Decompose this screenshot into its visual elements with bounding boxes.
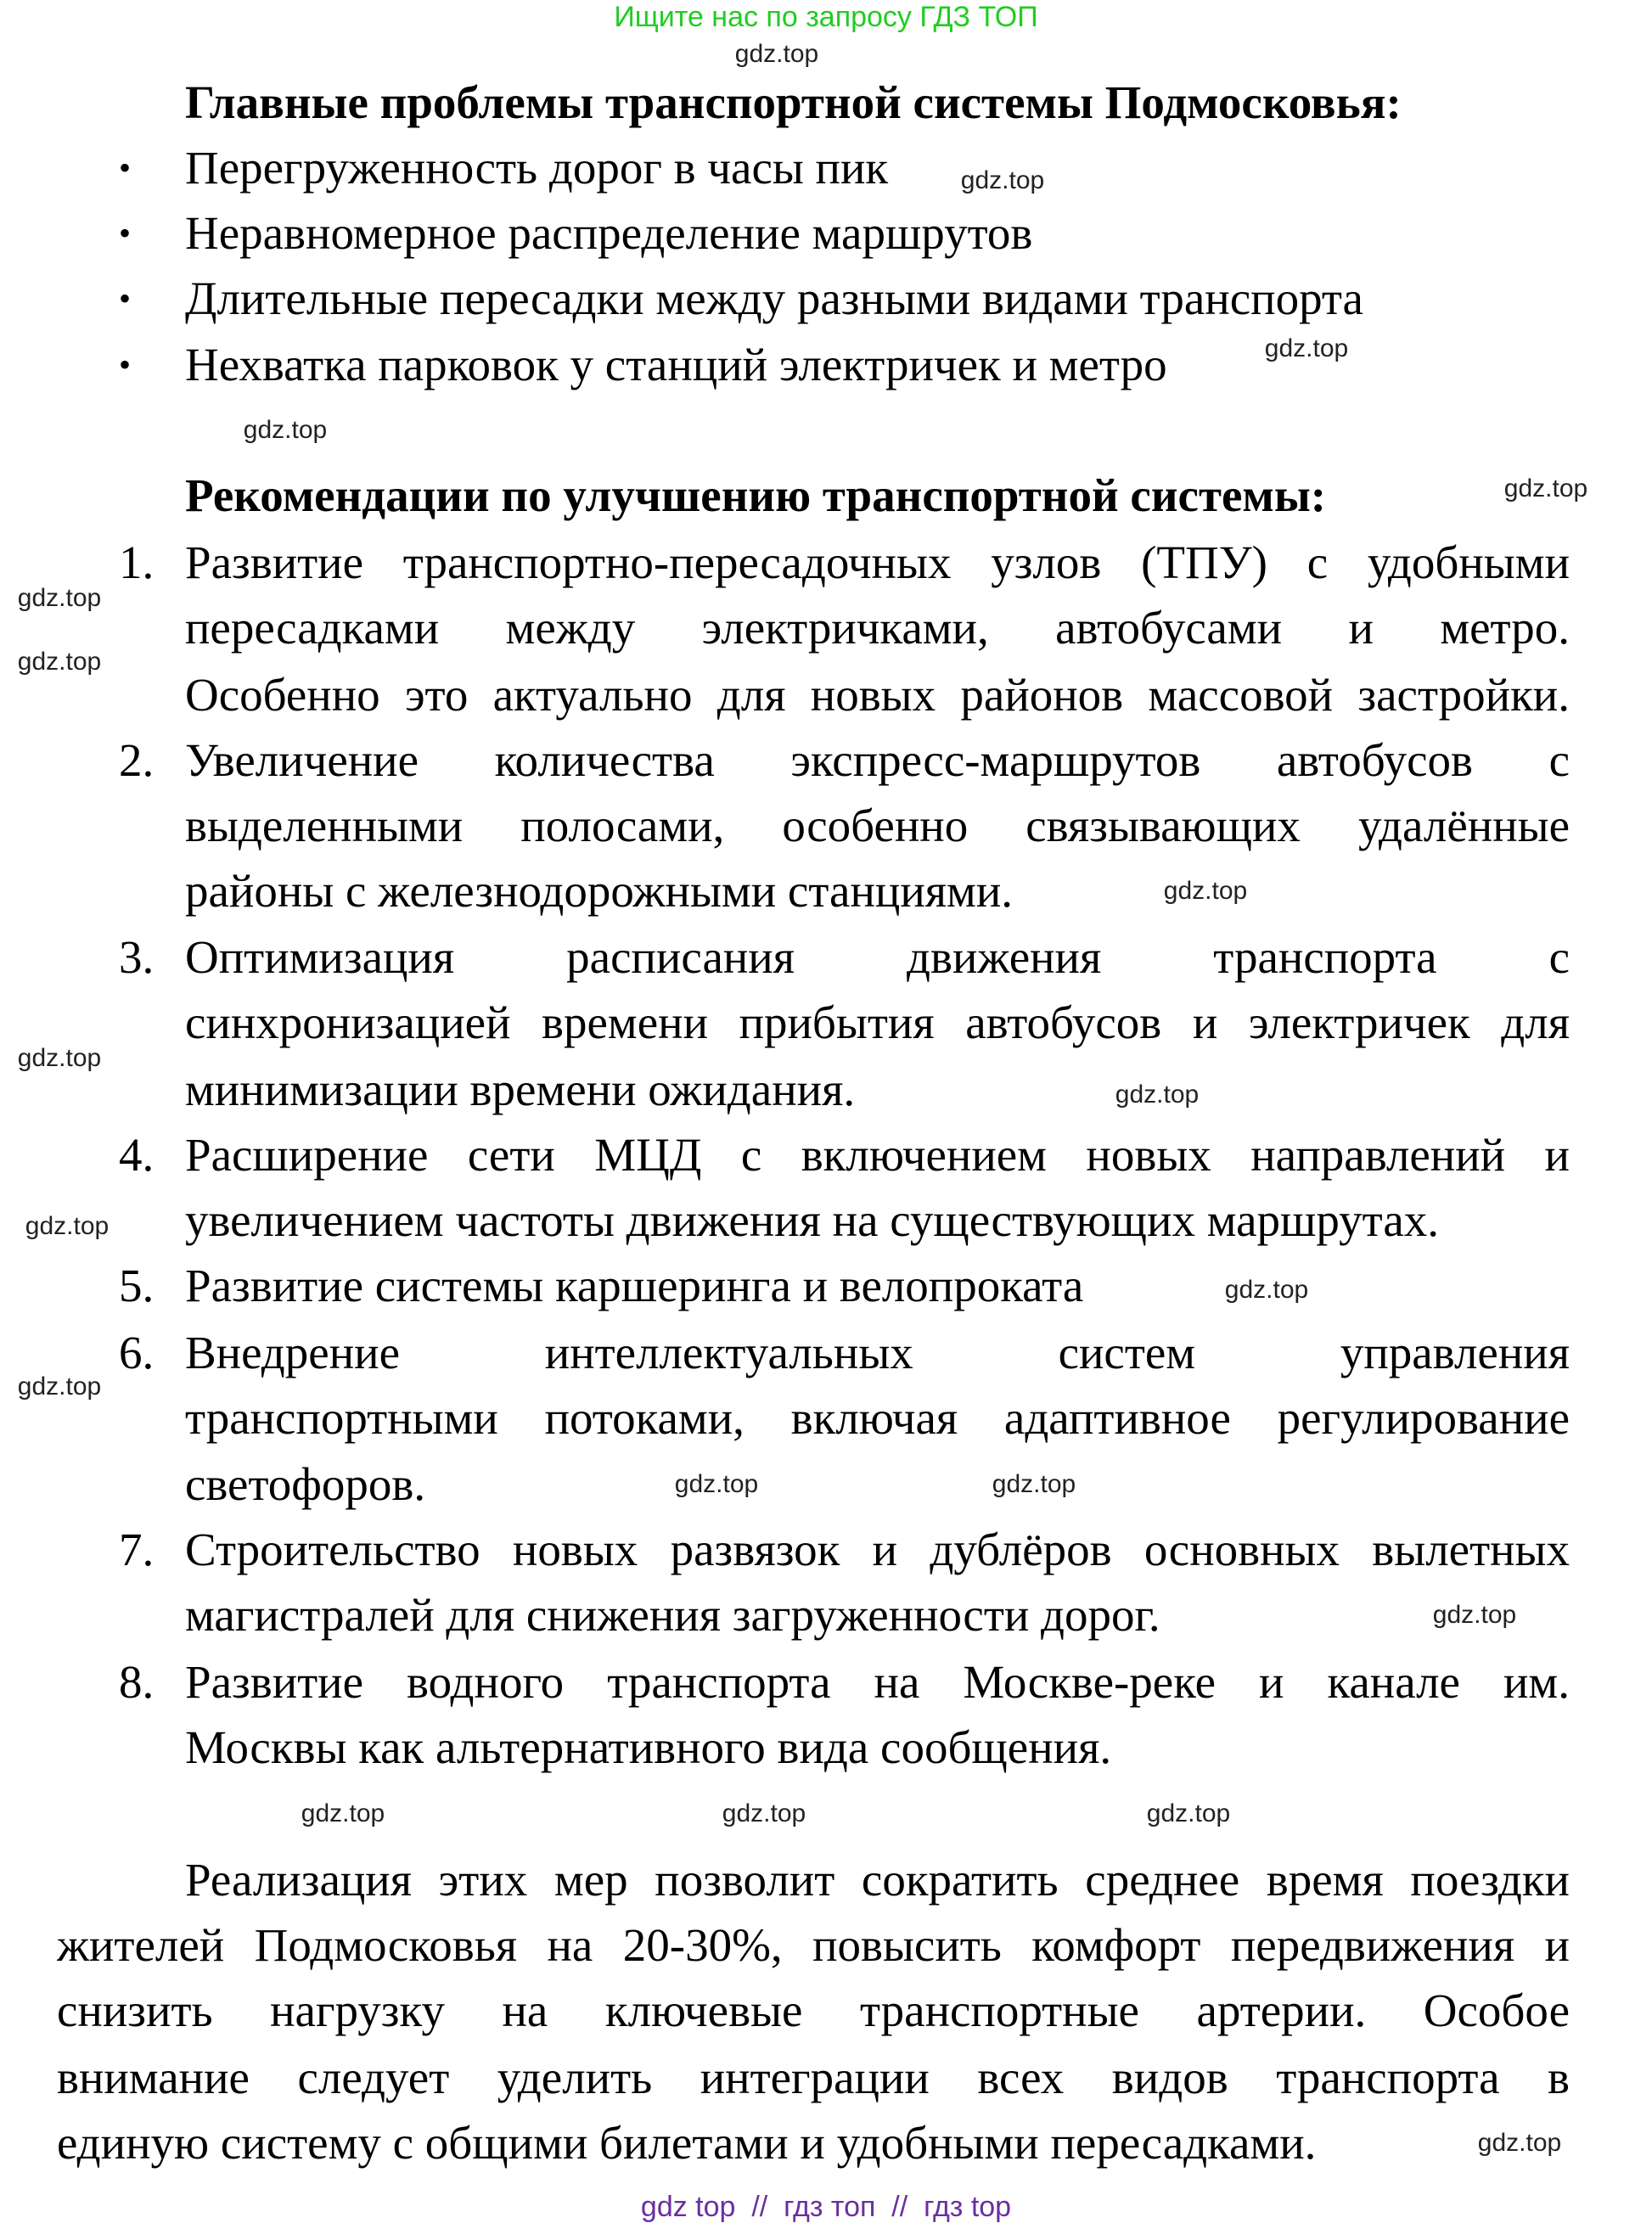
watermark: gdz.top: [674, 1470, 759, 1498]
watermark: gdz.top: [1146, 1799, 1231, 1827]
recommendation-line: Развитие водного транспорта на Москве-реке и канале им.: [185, 1657, 1570, 1708]
watermark: gdz.top: [17, 1044, 102, 1072]
recommendation-line: Оптимизация расписания движения транспорта с: [185, 932, 1570, 983]
conclusion-line: снизить нагрузку на ключевые транспортные артерии. Особое: [57, 1985, 1570, 2036]
watermark: gdz.top: [960, 166, 1045, 194]
recommendation-line: Москвы как альтернативного вида сообщения.: [185, 1721, 1112, 1773]
watermark: gdz.top: [1115, 1081, 1200, 1109]
recommendation-line: минимизации времени ожидания.: [185, 1064, 856, 1115]
problems-title: Главные проблемы транспортной системы Подмосковья:: [185, 76, 1402, 128]
recommendation-line: районы с железнодорожными станциями.: [185, 865, 1014, 917]
recommendation-line: выделенными полосами, особенно связывающих удалённые: [185, 800, 1570, 851]
recommendation-line: Развитие транспортно-пересадочных узлов (ТПУ) с удобными: [185, 537, 1570, 588]
recommendation-line: Внедрение интеллектуальных систем управления: [185, 1328, 1570, 1378]
footer-links: gdz top // гдз топ // гдз top: [640, 2191, 1012, 2223]
recommendation-line: транспортными потоками, включая адаптивное регулирование: [185, 1393, 1570, 1444]
item-number: 7.: [119, 1524, 155, 1575]
watermark: gdz.top: [301, 1799, 385, 1827]
problem-item: Длительные пересадки между разными видами транспорта: [185, 272, 1363, 324]
recommendation-line: Развитие системы каршеринга и велопроката: [185, 1260, 1084, 1311]
recommendation-line: Увеличение количества экспресс-маршрутов автобусов с: [185, 735, 1570, 786]
watermark: gdz.top: [1477, 2129, 1562, 2157]
recommendation-line: Строительство новых развязок и дублёров основных вылетных: [185, 1524, 1570, 1575]
conclusion-line: внимание следует уделить интеграции всех видов транспорта в: [57, 2052, 1570, 2103]
item-number: 6.: [119, 1327, 155, 1378]
watermark: gdz.top: [243, 416, 328, 444]
watermark: gdz.top: [722, 1799, 806, 1827]
watermark: gdz.top: [1163, 877, 1248, 905]
item-number: 3.: [119, 931, 155, 983]
bullet-icon: •: [119, 214, 132, 252]
recommendation-line: пересадками между электричками, автобусами и метро.: [185, 603, 1570, 654]
recommendation-line: увеличением частоты движения на существующих маршрутах.: [185, 1194, 1440, 1246]
recommendation-line: светофоров.: [185, 1458, 426, 1510]
recommendations-title: Рекомендации по улучшению транспортной системы:: [185, 469, 1327, 521]
item-number: 1.: [119, 536, 155, 588]
search-hint-header: Ищите нас по запросу ГДЗ ТОП: [614, 1, 1038, 33]
watermark: gdz.top: [17, 584, 102, 612]
recommendation-line: Расширение сети МЦД с включением новых направлений и: [185, 1130, 1570, 1181]
watermark: gdz.top: [734, 40, 819, 68]
item-number: 5.: [119, 1260, 155, 1311]
item-number: 4.: [119, 1129, 155, 1181]
problem-item: Нехватка парковок у станций электричек и метро: [185, 339, 1167, 390]
recommendation-line: Особенно это актуально для новых районов массовой застройки.: [185, 670, 1570, 721]
conclusion-line: Реализация этих мер позволит сократить среднее время поездки: [185, 1855, 1570, 1906]
item-number: 2.: [119, 734, 155, 786]
watermark: gdz.top: [25, 1212, 110, 1240]
bullet-icon: •: [119, 149, 132, 187]
watermark: gdz.top: [17, 1373, 102, 1401]
problem-item: Неравномерное распределение маршрутов: [185, 207, 1033, 259]
bullet-icon: •: [119, 345, 132, 384]
watermark: gdz.top: [17, 648, 102, 676]
watermark: gdz.top: [1503, 474, 1588, 502]
problem-item: Перегруженность дорог в часы пик: [185, 142, 889, 194]
watermark: gdz.top: [1432, 1601, 1517, 1629]
recommendation-line: синхронизацией времени прибытия автобусов и электричек для: [185, 997, 1570, 1048]
watermark: gdz.top: [1264, 334, 1349, 362]
recommendation-line: магистралей для снижения загруженности дорог.: [185, 1589, 1160, 1641]
conclusion-line: жителей Подмосковья на 20-30%, повысить комфорт передвижения и: [57, 1920, 1570, 1971]
watermark: gdz.top: [1224, 1276, 1309, 1304]
bullet-icon: •: [119, 279, 132, 317]
item-number: 8.: [119, 1656, 155, 1708]
watermark: gdz.top: [992, 1470, 1076, 1498]
conclusion-line: единую систему с общими билетами и удобными пересадками.: [57, 2117, 1317, 2169]
